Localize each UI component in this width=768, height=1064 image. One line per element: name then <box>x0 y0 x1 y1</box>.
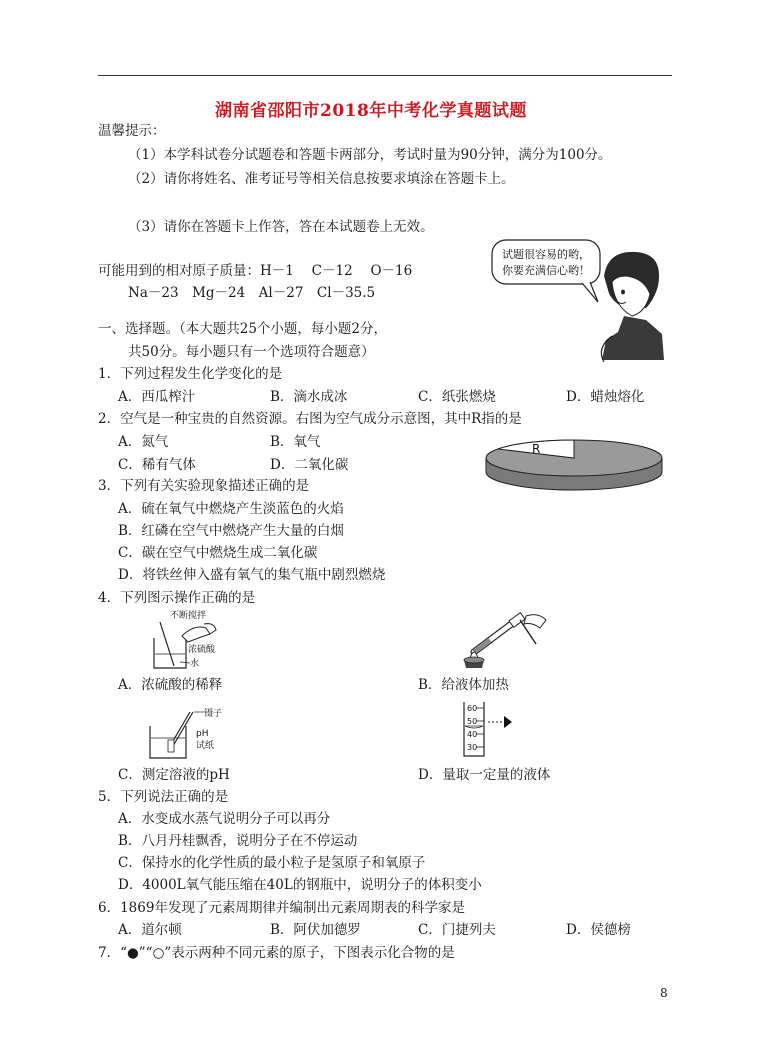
figure-heat-liquid <box>460 606 550 672</box>
scale-40: 40 <box>467 730 478 739</box>
question-7-stem: 7．“●”“○”表示两种不同元素的原子，下图表示化合物的是 <box>98 945 455 961</box>
q5-option-c: C．保持水的化学性质的最小粒子是氢原子和氧原子 <box>118 855 426 871</box>
label-ph: pH <box>196 729 209 739</box>
q4-option-c: C．测定溶液的pH <box>118 767 230 783</box>
q5-option-d: D．4000L氧气能压缩在40L的钢瓶中，说明分子的体积变小 <box>118 877 482 893</box>
label-acid: 浓硫酸 <box>188 645 216 655</box>
label-tweezers: 镊子 <box>204 709 223 719</box>
question-4-stem: 4．下列图示操作正确的是 <box>98 590 256 606</box>
question-3-stem: 3．下列有关实验现象描述正确的是 <box>98 478 310 494</box>
tip-3: （3）请你在答题卡上作答，答在本试题卷上无效。 <box>128 219 434 235</box>
q5-option-a: A．水变成水蒸气说明分子可以再分 <box>118 811 331 827</box>
question-2-stem: 2．空气是一种宝贵的自然资源。右图为空气成分示意图，其中R指的是 <box>98 411 522 427</box>
q1-option-a: A．西瓜榨汁 <box>118 389 196 405</box>
bubble-line-1: 试题很容易的哟， <box>502 248 590 261</box>
bubble-line-2: 你要充满信心哟！ <box>502 264 590 277</box>
q5-option-b: B．八月丹桂飘香，说明分子在不停运动 <box>118 833 358 849</box>
tip-1: （1）本学科试卷分试题卷和答题卡两部分，考试时量为90分钟，满分为100分。 <box>128 147 612 163</box>
q4-option-a: A．浓硫酸的稀释 <box>118 677 223 693</box>
tips-heading: 温馨提示： <box>98 123 166 139</box>
q3-option-b: B．红磷在空气中燃烧产生大量的白烟 <box>118 523 344 539</box>
q6-option-d: D．侯德榜 <box>566 922 631 938</box>
q3-option-c: C．碳在空气中燃烧生成二氧化碳 <box>118 545 318 561</box>
q2-option-c: C．稀有气体 <box>118 457 196 473</box>
header-rule <box>98 75 672 76</box>
figure-dilute-acid <box>150 608 234 672</box>
q2-option-d: D．二氧化碳 <box>270 457 349 473</box>
label-water: 水 <box>190 659 200 669</box>
scale-50: 50 <box>467 717 478 726</box>
atomic-mass-line-2: Na－23 Mg－24 Al－27 Cl－35.5 <box>128 285 376 301</box>
label-ph-paper: 试纸 <box>196 741 215 751</box>
question-6-stem: 6．1869年发现了元素周期律并编制出元素周期表的科学家是 <box>98 900 465 916</box>
q4-option-d: D．量取一定量的液体 <box>418 767 551 783</box>
q6-option-b: B．阿伏加德罗 <box>270 922 361 938</box>
scale-30: 30 <box>467 743 478 752</box>
q2-option-a: A．氮气 <box>118 434 169 450</box>
q4-option-b: B．给液体加热 <box>418 677 509 693</box>
q2-option-b: B．氧气 <box>270 434 321 450</box>
section-heading-2: 共50分。每小题只有一个选项符合题意） <box>128 344 375 360</box>
q3-option-a: A．硫在氧气中燃烧产生淡蓝色的火焰 <box>118 501 344 517</box>
figure-measure-ph <box>146 706 236 762</box>
atomic-mass-line-1: 可能用到的相对原子质量：H－1 C－12 O－16 <box>98 263 413 279</box>
scale-60: 60 <box>467 704 478 713</box>
figure-graduated-cylinder <box>462 700 522 760</box>
q1-option-b: B．滴水成冰 <box>270 389 348 405</box>
tip-2: （2）请你将姓名、准考证号等相关信息按要求填涂在答题卡上。 <box>128 171 515 187</box>
q1-option-c: C．纸张燃烧 <box>418 389 496 405</box>
page-number: 8 <box>660 986 668 1000</box>
air-composition-pie <box>484 436 664 494</box>
q1-option-d: D．蜡烛熔化 <box>566 389 645 405</box>
question-1-stem: 1．下列过程发生化学变化的是 <box>98 366 283 382</box>
question-5-stem: 5．下列说法正确的是 <box>98 789 229 805</box>
encouragement-cartoon <box>486 236 676 370</box>
q6-option-a: A．道尔顿 <box>118 922 182 938</box>
q3-option-d: D．将铁丝伸入盛有氧气的集气瓶中剧烈燃烧 <box>118 567 386 583</box>
paper-title: 湖南省邵阳市2018年中考化学真题试题 <box>215 101 527 121</box>
q6-option-c: C．门捷列夫 <box>418 922 496 938</box>
label-stir: 不断搅拌 <box>170 611 207 621</box>
section-heading-1: 一、选择题。（本大题共25个小题，每小题2分， <box>98 321 388 337</box>
pie-label-r: R <box>532 442 541 456</box>
